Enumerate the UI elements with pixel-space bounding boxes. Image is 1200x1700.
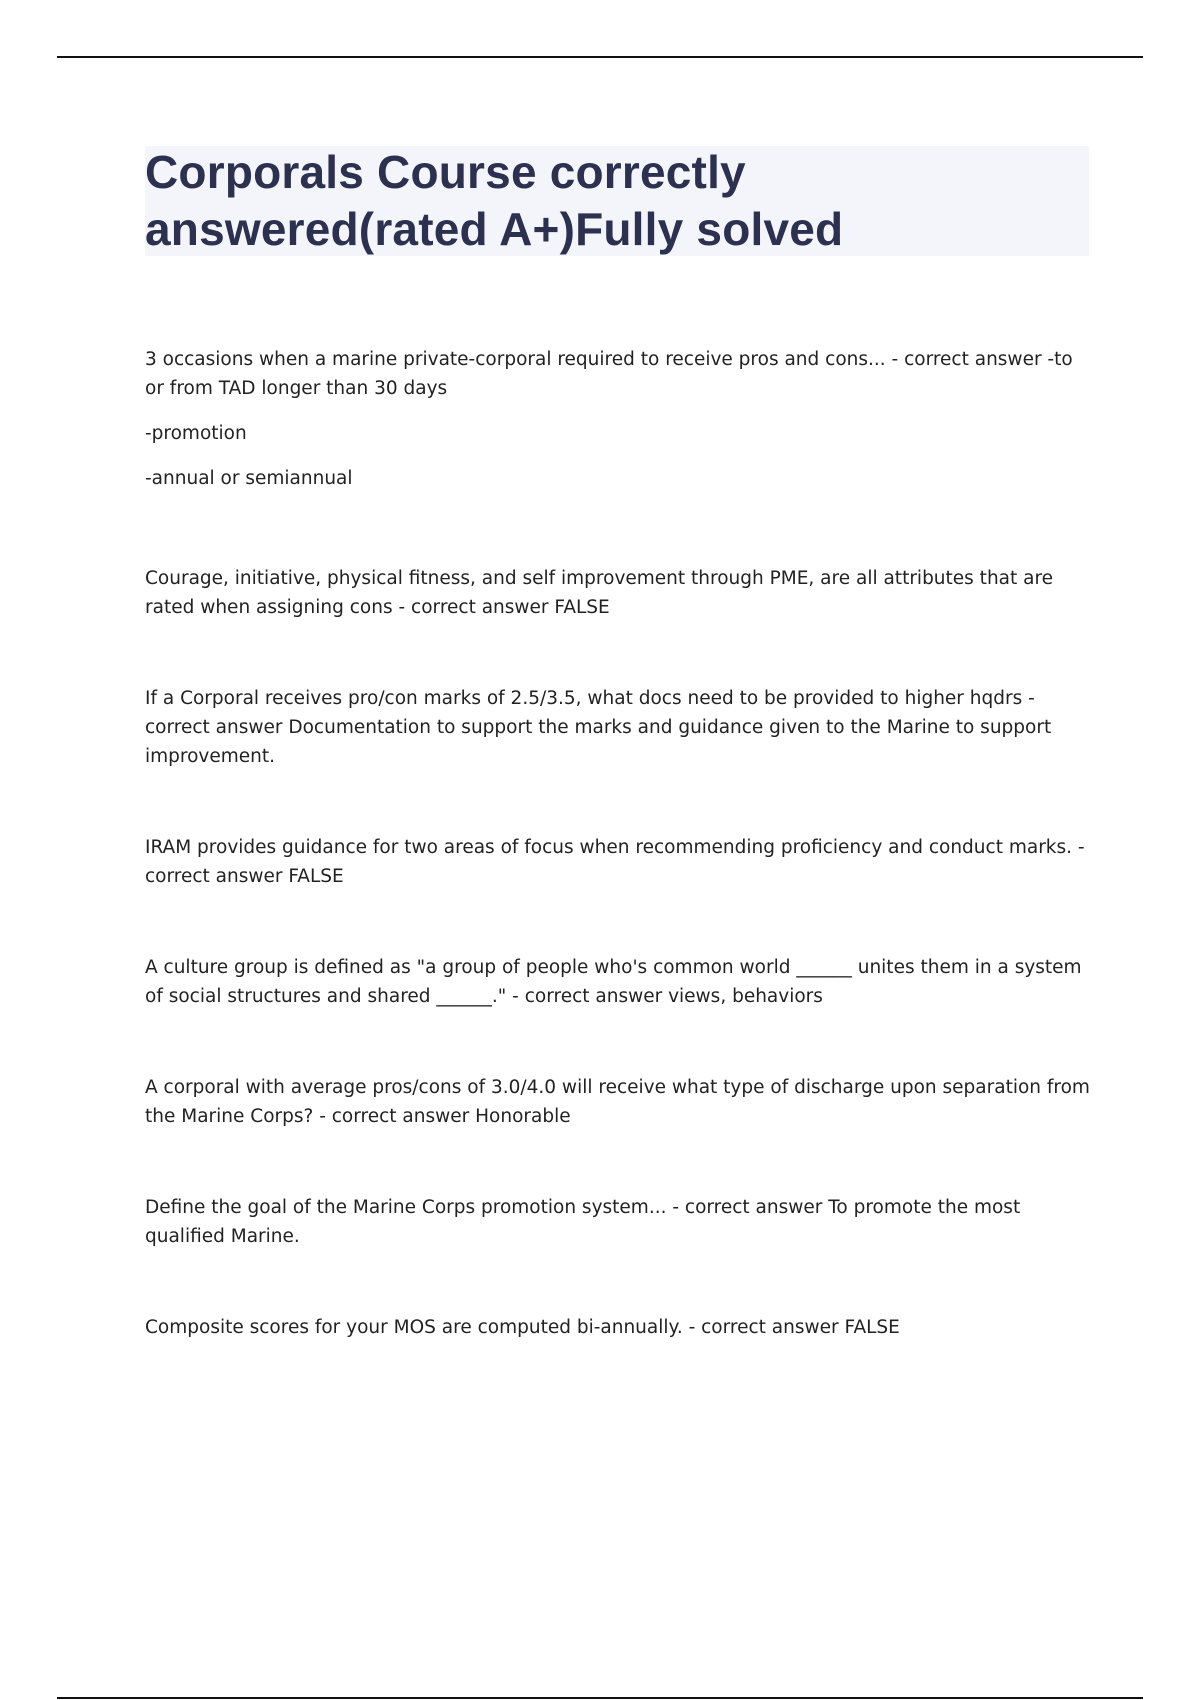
qa-extra-line: -annual or semiannual [145, 468, 353, 489]
qa-text: A corporal with average pros/cons of 3.0/4.0 will receive what type of discharge upon separation from the Marine Corps? - correct answer Honorable [145, 1077, 1090, 1127]
qa-entry [145, 953, 1090, 1011]
qa-entry [145, 833, 1090, 891]
qa-text: 3 occasions when a marine private-corporal required to receive pros and cons... - correct answer -to or from TAD longer than 30 days [145, 349, 1073, 399]
header-rule [57, 56, 1143, 58]
qa-text: A culture group is defined as "a group of people who's common world ______ unites them in a system of social structures and shared ______." - correct answer views, behaviors [145, 957, 1082, 1007]
qa-text: If a Corporal receives pro/con marks of 2.5/3.5, what docs need to be provided to higher hqdrs - correct answer Documentation to support the marks and guidance given to the Marine to support improvement. [145, 688, 1052, 767]
qa-entry [145, 1313, 1090, 1342]
footer-rule [57, 1697, 1143, 1699]
qa-text: Courage, initiative, physical fitness, and self improvement through PME, are all attributes that are rated when assigning cons - correct answer FALSE [145, 568, 1054, 618]
qa-entry [145, 684, 1090, 771]
qa-text: Composite scores for your MOS are computed bi-annually. - correct answer FALSE [145, 1317, 900, 1338]
qa-entry [145, 1193, 1090, 1251]
document-body [145, 345, 1090, 1342]
qa-entry [145, 564, 1090, 622]
qa-entry [145, 1073, 1090, 1131]
qa-extra-line: -promotion [145, 423, 247, 444]
qa-text: Define the goal of the Marine Corps promotion system... - correct answer To promote the most qualified Marine. [145, 1197, 1021, 1247]
qa-text: IRAM provides guidance for two areas of focus when recommending proficiency and conduct marks. - correct answer FALSE [145, 837, 1085, 887]
qa-entry [145, 345, 1090, 493]
document-title: Corporals Course correctly answered(rated A+)Fully solved [145, 146, 844, 255]
